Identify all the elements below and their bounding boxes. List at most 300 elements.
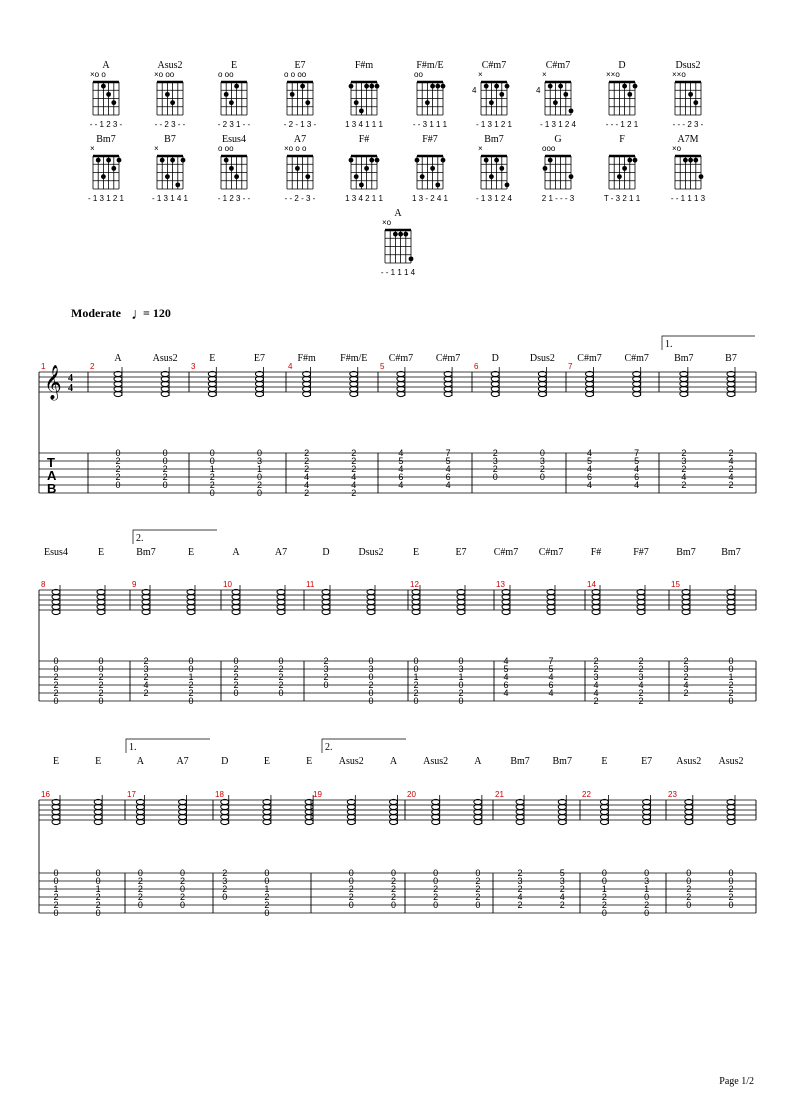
tab-fret-number: 2 (348, 884, 354, 894)
tab-fret-number: 2 (728, 680, 734, 690)
finger-dot (683, 158, 688, 163)
chord-fingering: - - - 2 3 - (672, 120, 704, 129)
string-markers: ×o o o (284, 144, 307, 153)
tab-fret-number: 1 (188, 672, 194, 682)
measure-number: 18 (215, 790, 224, 799)
fret-number: 4 (472, 86, 477, 95)
tab-fret-number: 6 (548, 680, 554, 690)
tab-fret-number: 3 (681, 456, 687, 466)
tab-fret-number: 0 (233, 688, 239, 698)
time-signature-top: 4 (68, 373, 73, 384)
tab-fret-number: 2 (492, 464, 498, 474)
finger-dot (101, 174, 106, 179)
tempo-value: = 120 (143, 306, 171, 320)
tab-fret-number: 0 (278, 656, 284, 666)
tab-fret-number: 2 (53, 892, 59, 902)
measure-number: 11 (306, 580, 315, 589)
measure-number: 5 (380, 362, 385, 371)
tab-fret-number: 0 (115, 448, 121, 458)
chord-fingering: 1 3 4 2 1 1 (345, 194, 383, 203)
measure-number: 6 (474, 362, 479, 371)
tab-fret-number: 5 (548, 664, 554, 674)
chord-symbol: Esus4 (44, 547, 68, 558)
finger-dot (688, 158, 693, 163)
tempo-marking (71, 306, 171, 323)
tab-fret-number: 0 (95, 908, 101, 918)
tab-fret-number: 0 (137, 868, 143, 878)
chord-symbol: A7 (176, 756, 189, 767)
tab-fret-number: 2 (433, 884, 439, 894)
tab-fret-number: 0 (728, 900, 734, 910)
tab-fret-number: 0 (413, 696, 419, 706)
chord-fingering: - - - 1 2 1 (605, 120, 639, 129)
finger-dot (622, 84, 627, 89)
chord-symbol: E7 (253, 353, 266, 364)
chord-diagram (472, 60, 513, 129)
tab-fret-number: 2 (458, 688, 464, 698)
tab-fret-number: 2 (593, 656, 599, 666)
finger-dot (435, 84, 440, 89)
chord-symbol: E (263, 756, 270, 767)
tab-fret-number: 4 (445, 464, 451, 474)
tab-fret-number: 2 (278, 664, 284, 674)
finger-dot (290, 92, 295, 97)
chord-diagram (152, 134, 189, 203)
tab-fret-number: 1 (264, 884, 270, 894)
tab-fret-number: 0 (53, 696, 59, 706)
chord-fingering: - 1 3 1 2 4 (475, 194, 513, 203)
tab-fret-number: 0 (95, 876, 101, 886)
tab-fret-number: 1 (601, 884, 607, 894)
tab-fret-number: 6 (398, 472, 404, 482)
finger-dot (364, 166, 369, 171)
chord-fingering: - 1 3 1 2 1 (87, 194, 125, 203)
tab-fret-number: 2 (98, 688, 104, 698)
chord-symbol: A (232, 547, 240, 558)
tab-fret-number: 4 (445, 480, 451, 490)
finger-dot (229, 166, 234, 171)
tab-fret-number: 0 (686, 876, 692, 886)
measure-number: 23 (668, 790, 677, 799)
volta-label: 2. (325, 742, 333, 753)
tab-fret-number: 0 (264, 868, 270, 878)
treble-clef-icon: 𝄞 (44, 366, 62, 399)
chord-diagram-name: B7 (164, 134, 176, 145)
tab-fret-number: 2 (304, 448, 310, 458)
finger-dot (305, 174, 310, 179)
tab-fret-number: 0 (53, 868, 59, 878)
tab-fret-number: 0 (413, 656, 419, 666)
chord-fingering: 1 3 4 1 1 1 (345, 120, 383, 129)
finger-dot (364, 84, 369, 89)
string-markers: × (154, 144, 159, 153)
chord-diagram-name: A7 (293, 134, 307, 145)
tab-fret-number: 0 (728, 876, 734, 886)
finger-dot (627, 158, 632, 163)
finger-dot (622, 166, 627, 171)
tab-fret-number: 2 (593, 664, 599, 674)
tab-fret-number: 2 (638, 656, 644, 666)
time-signature-bottom: 4 (68, 383, 73, 394)
tab-fret-number: 2 (256, 480, 262, 490)
tab-fret-number: 2 (233, 664, 239, 674)
tab-fret-number: 3 (323, 664, 329, 674)
chord-symbol: E (187, 547, 195, 558)
volta-bracket (133, 530, 217, 544)
music-system (39, 336, 756, 498)
chord-diagram (542, 134, 575, 203)
tab-fret-number: 3 (539, 456, 545, 466)
chord-symbol: E (209, 353, 216, 364)
tab-fret-number: 2 (644, 900, 650, 910)
tab-fret-number: 2 (209, 472, 215, 482)
chord-fingering: - 1 3 1 4 1 (151, 194, 189, 203)
finger-dot (354, 174, 359, 179)
measure-number: 2 (90, 362, 95, 371)
chord-fingering: 1 3 - 2 4 1 (411, 194, 449, 203)
tab-fret-number: 0 (188, 696, 194, 706)
tab-fret-number: 2 (180, 876, 186, 886)
chord-diagram (672, 60, 704, 129)
tab-fret-number: 2 (681, 464, 687, 474)
finger-dot (633, 84, 638, 89)
tab-fret-number: 0 (209, 456, 215, 466)
tab-fret-number: 1 (644, 884, 650, 894)
tab-fret-number: 2 (368, 680, 374, 690)
tab-fret-number: 0 (98, 664, 104, 674)
tab-clef-t: T (47, 455, 55, 470)
tab-fret-number: 0 (601, 868, 607, 878)
tab-fret-number: 2 (638, 664, 644, 674)
measure-number: 16 (41, 790, 50, 799)
tab-fret-number: 5 (445, 456, 451, 466)
tab-fret-number: 2 (278, 680, 284, 690)
string-markers: ××o (672, 70, 686, 79)
chord-diagram-name: E7 (294, 60, 306, 71)
chord-symbol: Asus2 (338, 756, 364, 767)
tab-fret-number: 2 (475, 876, 481, 886)
finger-dot (505, 84, 510, 89)
finger-dot (699, 174, 704, 179)
chord-diagram-name: F#m/E (416, 60, 444, 71)
finger-dot (693, 100, 698, 105)
tab-fret-number: 0 (188, 664, 194, 674)
finger-dot (234, 174, 239, 179)
string-markers: ×o oo (154, 70, 175, 79)
finger-dot (441, 158, 446, 163)
finger-dot (484, 84, 489, 89)
chord-diagram (476, 134, 513, 203)
tab-fret-number: 2 (323, 656, 329, 666)
finger-dot (375, 158, 380, 163)
chord-symbol: A (389, 756, 398, 767)
measure-number: 1 (41, 362, 46, 371)
string-markers: ×o o (90, 70, 106, 79)
page-number: Page 1/2 (719, 1076, 754, 1087)
tab-fret-number: 0 (278, 688, 284, 698)
chord-diagram (536, 60, 577, 129)
chord-diagram (412, 134, 449, 203)
tab-fret-number: 5 (634, 456, 640, 466)
tab-fret-number: 4 (398, 464, 404, 474)
chord-symbol: E (601, 756, 608, 767)
tab-fret-number: 0 (433, 876, 439, 886)
chord-symbol: C#m7 (624, 353, 649, 364)
finger-dot (111, 100, 116, 105)
chord-diagrams (88, 60, 706, 277)
finger-dot (489, 100, 494, 105)
measure-number: 20 (407, 790, 416, 799)
tab-fret-number: 0 (233, 656, 239, 666)
chord-diagram-name: A (394, 208, 402, 219)
chord-symbol: Dsus2 (529, 353, 555, 364)
tab-fret-number: 2 (681, 480, 687, 490)
tab-fret-number: 4 (304, 472, 310, 482)
tab-fret-number: 2 (233, 672, 239, 682)
tab-fret-number: 2 (351, 448, 357, 458)
string-markers: o oo (218, 70, 234, 79)
tab-fret-number: 0 (95, 868, 101, 878)
tab-fret-number: 0 (728, 664, 734, 674)
finger-dot (420, 174, 425, 179)
chord-symbol: F# (590, 547, 602, 558)
chord-diagram-name: A7M (677, 134, 699, 145)
tab-fret-number: 4 (634, 464, 640, 474)
chord-symbol: A (136, 756, 144, 767)
tab-fret-number: 5 (398, 456, 404, 466)
finger-dot (617, 174, 622, 179)
tab-fret-number: 2 (115, 472, 121, 482)
tempo-label: Moderate (71, 306, 121, 320)
measure-number: 17 (127, 790, 136, 799)
tab-fret-number: 2 (95, 900, 101, 910)
finger-dot (359, 182, 364, 187)
finger-dot (181, 158, 186, 163)
tab-fret-number: 0 (644, 908, 650, 918)
chord-diagram-name: D (618, 60, 626, 71)
measure-number: 12 (410, 580, 419, 589)
tab-fret-number: 2 (559, 900, 565, 910)
tab-fret-number: 0 (433, 900, 439, 910)
tab-fret-number: 7 (634, 448, 640, 458)
tab-fret-number: 0 (162, 456, 168, 466)
tab-fret-number: 2 (304, 464, 310, 474)
finger-dot (106, 158, 111, 163)
tab-fret-number: 0 (475, 900, 481, 910)
tab-fret-number: 2 (686, 884, 692, 894)
chord-symbol: D (322, 547, 330, 558)
chord-symbol: C#m7 (493, 547, 519, 558)
measure-number: 19 (313, 790, 322, 799)
measure-number: 3 (191, 362, 196, 371)
finger-dot (693, 158, 698, 163)
tab-fret-number: 2 (180, 892, 186, 902)
chord-diagram (284, 134, 316, 203)
chord-symbol: Bm7 (136, 547, 156, 558)
chord-diagram (90, 60, 123, 129)
tab-fret-number: 0 (53, 876, 59, 886)
measure-number: 7 (568, 362, 573, 371)
tab-fret-number: 0 (728, 656, 734, 666)
chord-symbol: E7 (455, 547, 467, 558)
tab-fret-number: 2 (143, 688, 149, 698)
finger-dot (633, 158, 638, 163)
string-markers: ××o (606, 70, 620, 79)
tab-fret-number: 0 (348, 876, 354, 886)
tab-fret-number: 2 (681, 448, 687, 458)
tab-fret-number: 4 (638, 680, 644, 690)
tab-fret-number: 0 (256, 488, 262, 498)
measure-number: 4 (288, 362, 293, 371)
tab-fret-number: 2 (53, 680, 59, 690)
tab-fret-number: 4 (728, 472, 734, 482)
chord-diagram (606, 60, 639, 129)
tab-fret-number: 0 (180, 900, 186, 910)
tab-clef-b: B (47, 481, 57, 496)
finger-dot (300, 84, 305, 89)
finger-dot (543, 166, 548, 171)
finger-dot (548, 84, 553, 89)
tab-fret-number: 4 (548, 672, 554, 682)
tab-fret-number: 4 (351, 472, 357, 482)
tab-fret-number: 0 (728, 696, 734, 706)
chord-symbol: A7 (274, 547, 288, 558)
tab-fret-number: 0 (53, 664, 59, 674)
tab-fret-number: 0 (256, 448, 262, 458)
tab-fret-number: 0 (601, 908, 607, 918)
tab-fret-number: 2 (348, 892, 354, 902)
tab-fret-number: 2 (601, 900, 607, 910)
tab-fret-number: 1 (95, 884, 101, 894)
tab-fret-number: 2 (143, 656, 149, 666)
tab-fret-number: 2 (351, 464, 357, 474)
tab-fret-number: 5 (587, 456, 593, 466)
finger-dot (484, 158, 489, 163)
finger-dot (359, 108, 364, 113)
volta-label: 2. (136, 533, 144, 544)
tab-fret-number: 2 (115, 456, 121, 466)
tab-fret-number: 2 (233, 680, 239, 690)
finger-dot (349, 84, 354, 89)
tab-fret-number: 2 (264, 892, 270, 902)
tab-fret-number: 2 (304, 488, 310, 498)
tab-fret-number: 0 (475, 868, 481, 878)
chord-symbol: C#m7 (577, 353, 602, 364)
tab-fret-number: 0 (458, 680, 464, 690)
tab-fret-number: 2 (686, 892, 692, 902)
finger-dot (430, 84, 435, 89)
tab-clef-a: A (47, 468, 57, 483)
tab-fret-number: 2 (539, 464, 545, 474)
chord-diagram (604, 134, 641, 203)
finger-dot (627, 92, 632, 97)
tab-fret-number: 2 (638, 696, 644, 706)
chord-symbol: E (412, 547, 420, 558)
tab-fret-number: 4 (503, 688, 509, 698)
string-markers: o o oo (284, 70, 307, 79)
finger-dot (425, 100, 430, 105)
finger-dot (553, 100, 558, 105)
finger-dot (375, 84, 380, 89)
tab-fret-number: 0 (162, 480, 168, 490)
tab-fret-number: 2 (593, 696, 599, 706)
tab-fret-number: 2 (137, 876, 143, 886)
string-markers: × (90, 144, 95, 153)
tab-fret-number: 2 (475, 884, 481, 894)
chord-diagram-name: F#7 (422, 134, 438, 145)
tab-fret-number: 0 (180, 868, 186, 878)
tab-fret-number: 2 (304, 456, 310, 466)
tab-fret-number: 2 (53, 672, 59, 682)
tab-fret-number: 0 (728, 868, 734, 878)
chord-diagram-name: C#m7 (481, 60, 507, 71)
tab-fret-number: 0 (98, 696, 104, 706)
chord-symbol: A (474, 756, 482, 767)
tab-fret-number: 0 (458, 656, 464, 666)
finger-dot (234, 84, 239, 89)
tab-fret-number: 0 (368, 672, 374, 682)
tab-fret-number: 0 (458, 696, 464, 706)
finger-dot (415, 158, 420, 163)
measure-number: 13 (496, 580, 505, 589)
finger-dot (569, 108, 574, 113)
chord-symbol: F#7 (633, 547, 649, 558)
tab-fret-number: 0 (492, 472, 498, 482)
tab-fret-number: 2 (638, 688, 644, 698)
tab-fret-number: 2 (143, 672, 149, 682)
tab-fret-number: 2 (137, 892, 143, 902)
chord-symbol: Bm7 (721, 547, 741, 558)
measure-number: 15 (671, 580, 680, 589)
chord-diagram (88, 134, 125, 203)
tab-fret-number: 2 (683, 656, 689, 666)
tab-fret-number: 5 (559, 868, 565, 878)
tab-fret-number: 0 (644, 892, 650, 902)
tab-fret-number: 2 (601, 892, 607, 902)
finger-dot (505, 182, 510, 187)
tab-fret-number: 6 (445, 472, 451, 482)
tab-fret-number: 2 (162, 472, 168, 482)
tab-fret-number: 2 (475, 892, 481, 902)
finger-dot (563, 92, 568, 97)
finger-dot (229, 100, 234, 105)
tab-fret-number: 7 (445, 448, 451, 458)
tab-fret-number: 2 (209, 480, 215, 490)
tab-fret-number: 0 (264, 876, 270, 886)
string-markers: ×o (672, 144, 682, 153)
finger-dot (170, 100, 175, 105)
finger-dot (349, 158, 354, 163)
chord-diagram (345, 60, 383, 129)
tab-fret-number: 4 (683, 680, 689, 690)
tab-fret-number: 0 (368, 696, 374, 706)
tab-fret-number: 2 (351, 456, 357, 466)
finger-dot (489, 174, 494, 179)
music-systems (39, 336, 756, 918)
tab-fret-number: 2 (264, 900, 270, 910)
finger-dot (558, 84, 563, 89)
measure-number: 9 (132, 580, 137, 589)
tab-fret-number: 2 (98, 680, 104, 690)
finger-dot (224, 158, 229, 163)
tab-fret-number: 0 (413, 664, 419, 674)
tab-fret-number: 0 (601, 876, 607, 886)
finger-dot (688, 92, 693, 97)
finger-dot (295, 166, 300, 171)
tab-fret-number: 2 (162, 464, 168, 474)
tab-fret-number: 0 (115, 480, 121, 490)
tab-fret-number: 1 (53, 884, 59, 894)
